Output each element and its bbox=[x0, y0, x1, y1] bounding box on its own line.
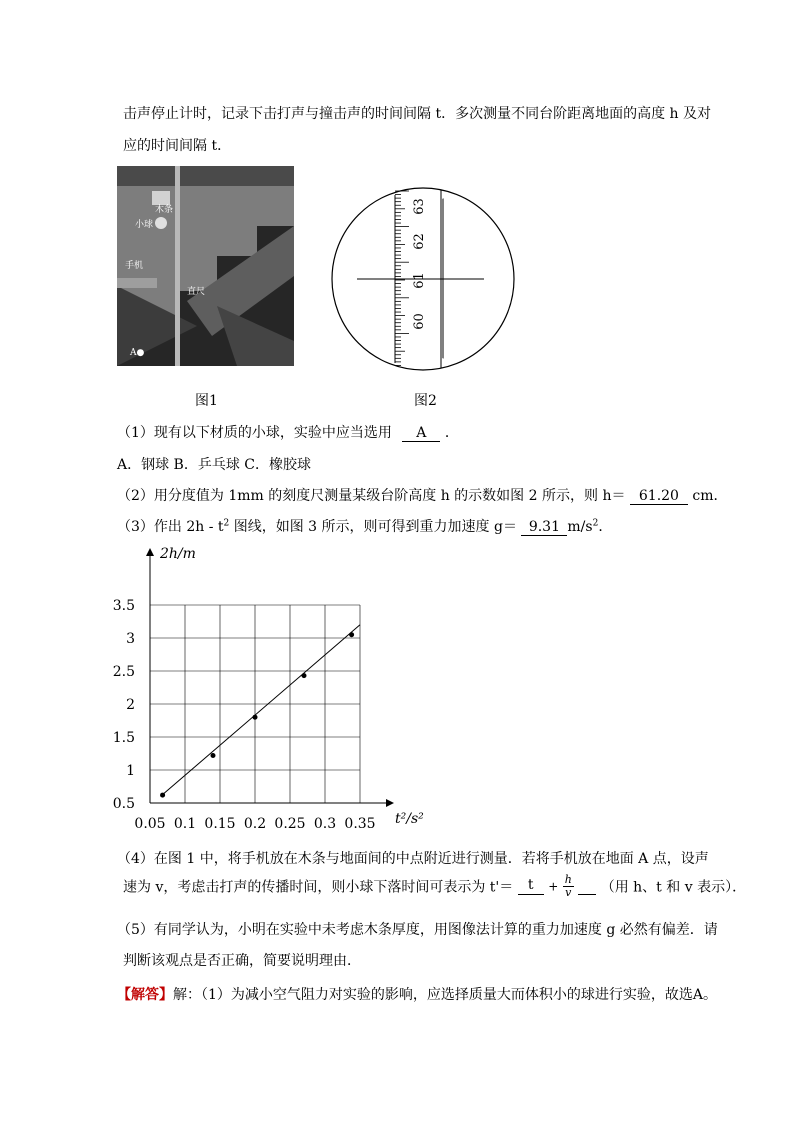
q4-text: 速为 v，考虑击打声的传播时间，则小球下落时间可表示为 t'＝ bbox=[123, 879, 514, 896]
q1-options: A．钢球 B．乒乓球 C．橡胶球 bbox=[117, 457, 312, 473]
q2-answer: 61.20 bbox=[630, 489, 688, 505]
q1-tail: ． bbox=[444, 425, 459, 441]
fit-line bbox=[161, 625, 361, 797]
data-point bbox=[211, 753, 216, 758]
ruler-number-61: 61 bbox=[411, 272, 427, 289]
figure-1-photo bbox=[117, 166, 294, 366]
data-point bbox=[253, 715, 258, 720]
q4-fraction bbox=[563, 874, 574, 899]
data-point bbox=[302, 673, 307, 678]
data-point bbox=[349, 632, 354, 637]
q4-tail: （用 h、t 和 v 表示）． bbox=[600, 879, 747, 896]
q3-sup: 2 bbox=[223, 518, 230, 529]
y-axis-label: 2h/m bbox=[160, 546, 196, 562]
fig1-label-shouji: 手机 bbox=[125, 261, 144, 271]
y-tick-label: 1.5 bbox=[112, 730, 135, 746]
fig1-label-muntiao: 木条 bbox=[155, 205, 174, 215]
intro-line-1: 击声停止计时，记录下击打声与撞击声的时间间隔 t．多次测量不同台阶距离地面的高度 h 及对 bbox=[123, 106, 711, 122]
q2-text: （2）用分度值为 1mm 的刻度尺测量某级台阶高度 h 的示数如图 2 所示，则 h＝ bbox=[117, 488, 626, 504]
question-1 bbox=[117, 422, 459, 442]
q3-unit-sup: 2 bbox=[592, 518, 599, 529]
y-tick-label: 2 bbox=[126, 697, 135, 713]
ruler-number-63: 63 bbox=[411, 198, 427, 215]
y-tick-label: 2.5 bbox=[112, 664, 135, 680]
intro-line-2: 应的时间间隔 t． bbox=[123, 138, 232, 154]
y-tick-label: 3 bbox=[126, 631, 135, 647]
q3-text: （3）作出 2h - t bbox=[117, 519, 224, 535]
q1-answer: A bbox=[402, 426, 440, 442]
q4-frac-den: v bbox=[565, 886, 572, 899]
solution-text: 解：（1）为减小空气阻力对实验的影响，应选择质量大而体积小的球进行实验，故选A。 bbox=[173, 987, 718, 1003]
q3-unit: m/s bbox=[567, 519, 593, 535]
question-2 bbox=[117, 485, 728, 505]
fig1-label-a-point: A● bbox=[130, 348, 145, 358]
q3-text-mid: 图线，如图 3 所示，则可得到重力加速度 g＝ bbox=[229, 519, 517, 535]
x-tick-label: 0.35 bbox=[344, 816, 376, 832]
solution bbox=[117, 984, 717, 1004]
question-3 bbox=[117, 516, 612, 536]
ruler-number-60: 60 bbox=[411, 313, 427, 330]
figure-2-caption: 图2 bbox=[414, 393, 437, 409]
q5-line-2: 判断该观点是否正确，简要说明理由． bbox=[123, 953, 361, 969]
figure-1-caption: 图1 bbox=[195, 393, 218, 409]
fig1-label-zhichi: 直尺 bbox=[187, 287, 206, 297]
fig1-label-xiaoqiu: 小球 bbox=[135, 220, 154, 230]
x-tick-label: 0.1 bbox=[173, 816, 197, 832]
solution-label: 【解答】 bbox=[117, 987, 173, 1003]
q3-answer: 9.31 bbox=[521, 520, 567, 536]
chart-canvas bbox=[105, 540, 435, 840]
x-tick-label: 0.05 bbox=[134, 816, 166, 832]
q3-tail: ． bbox=[598, 519, 613, 535]
q4-line-1: （4）在图 1 中，将手机放在木条与地面间的中点附近进行测量．若将手机放在地面 A 点，设声 bbox=[117, 851, 709, 867]
ruler-number-62: 62 bbox=[411, 233, 427, 250]
x-tick-label: 0.15 bbox=[204, 816, 236, 832]
y-tick-label: 1 bbox=[126, 763, 135, 779]
y-tick-label: 3.5 bbox=[112, 598, 135, 614]
q4-answer-op: + bbox=[548, 879, 559, 894]
q5-line-1: （5）有同学认为，小明在实验中未考虑木条厚度，用图像法计算的重力加速度 g 必然有偏差．请 bbox=[117, 922, 718, 938]
q4-answer-t: t bbox=[518, 878, 544, 894]
figure-3-chart bbox=[105, 540, 435, 840]
q2-unit: cm． bbox=[692, 488, 728, 504]
q4-answer-blank bbox=[578, 878, 596, 894]
x-tick-label: 0.25 bbox=[274, 816, 306, 832]
figure-2-ruler bbox=[331, 187, 515, 371]
x-tick-label: 0.2 bbox=[243, 816, 267, 832]
x-tick-label: 0.3 bbox=[313, 816, 337, 832]
q4-frac-num: h bbox=[564, 873, 572, 886]
x-axis-label: t²/s² bbox=[395, 811, 424, 827]
q1-text: （1）现有以下材质的小球，实验中应当选用 bbox=[117, 425, 392, 441]
data-point bbox=[160, 793, 165, 798]
y-tick-label: 0.5 bbox=[112, 796, 135, 812]
question-4-line-2 bbox=[123, 874, 746, 899]
